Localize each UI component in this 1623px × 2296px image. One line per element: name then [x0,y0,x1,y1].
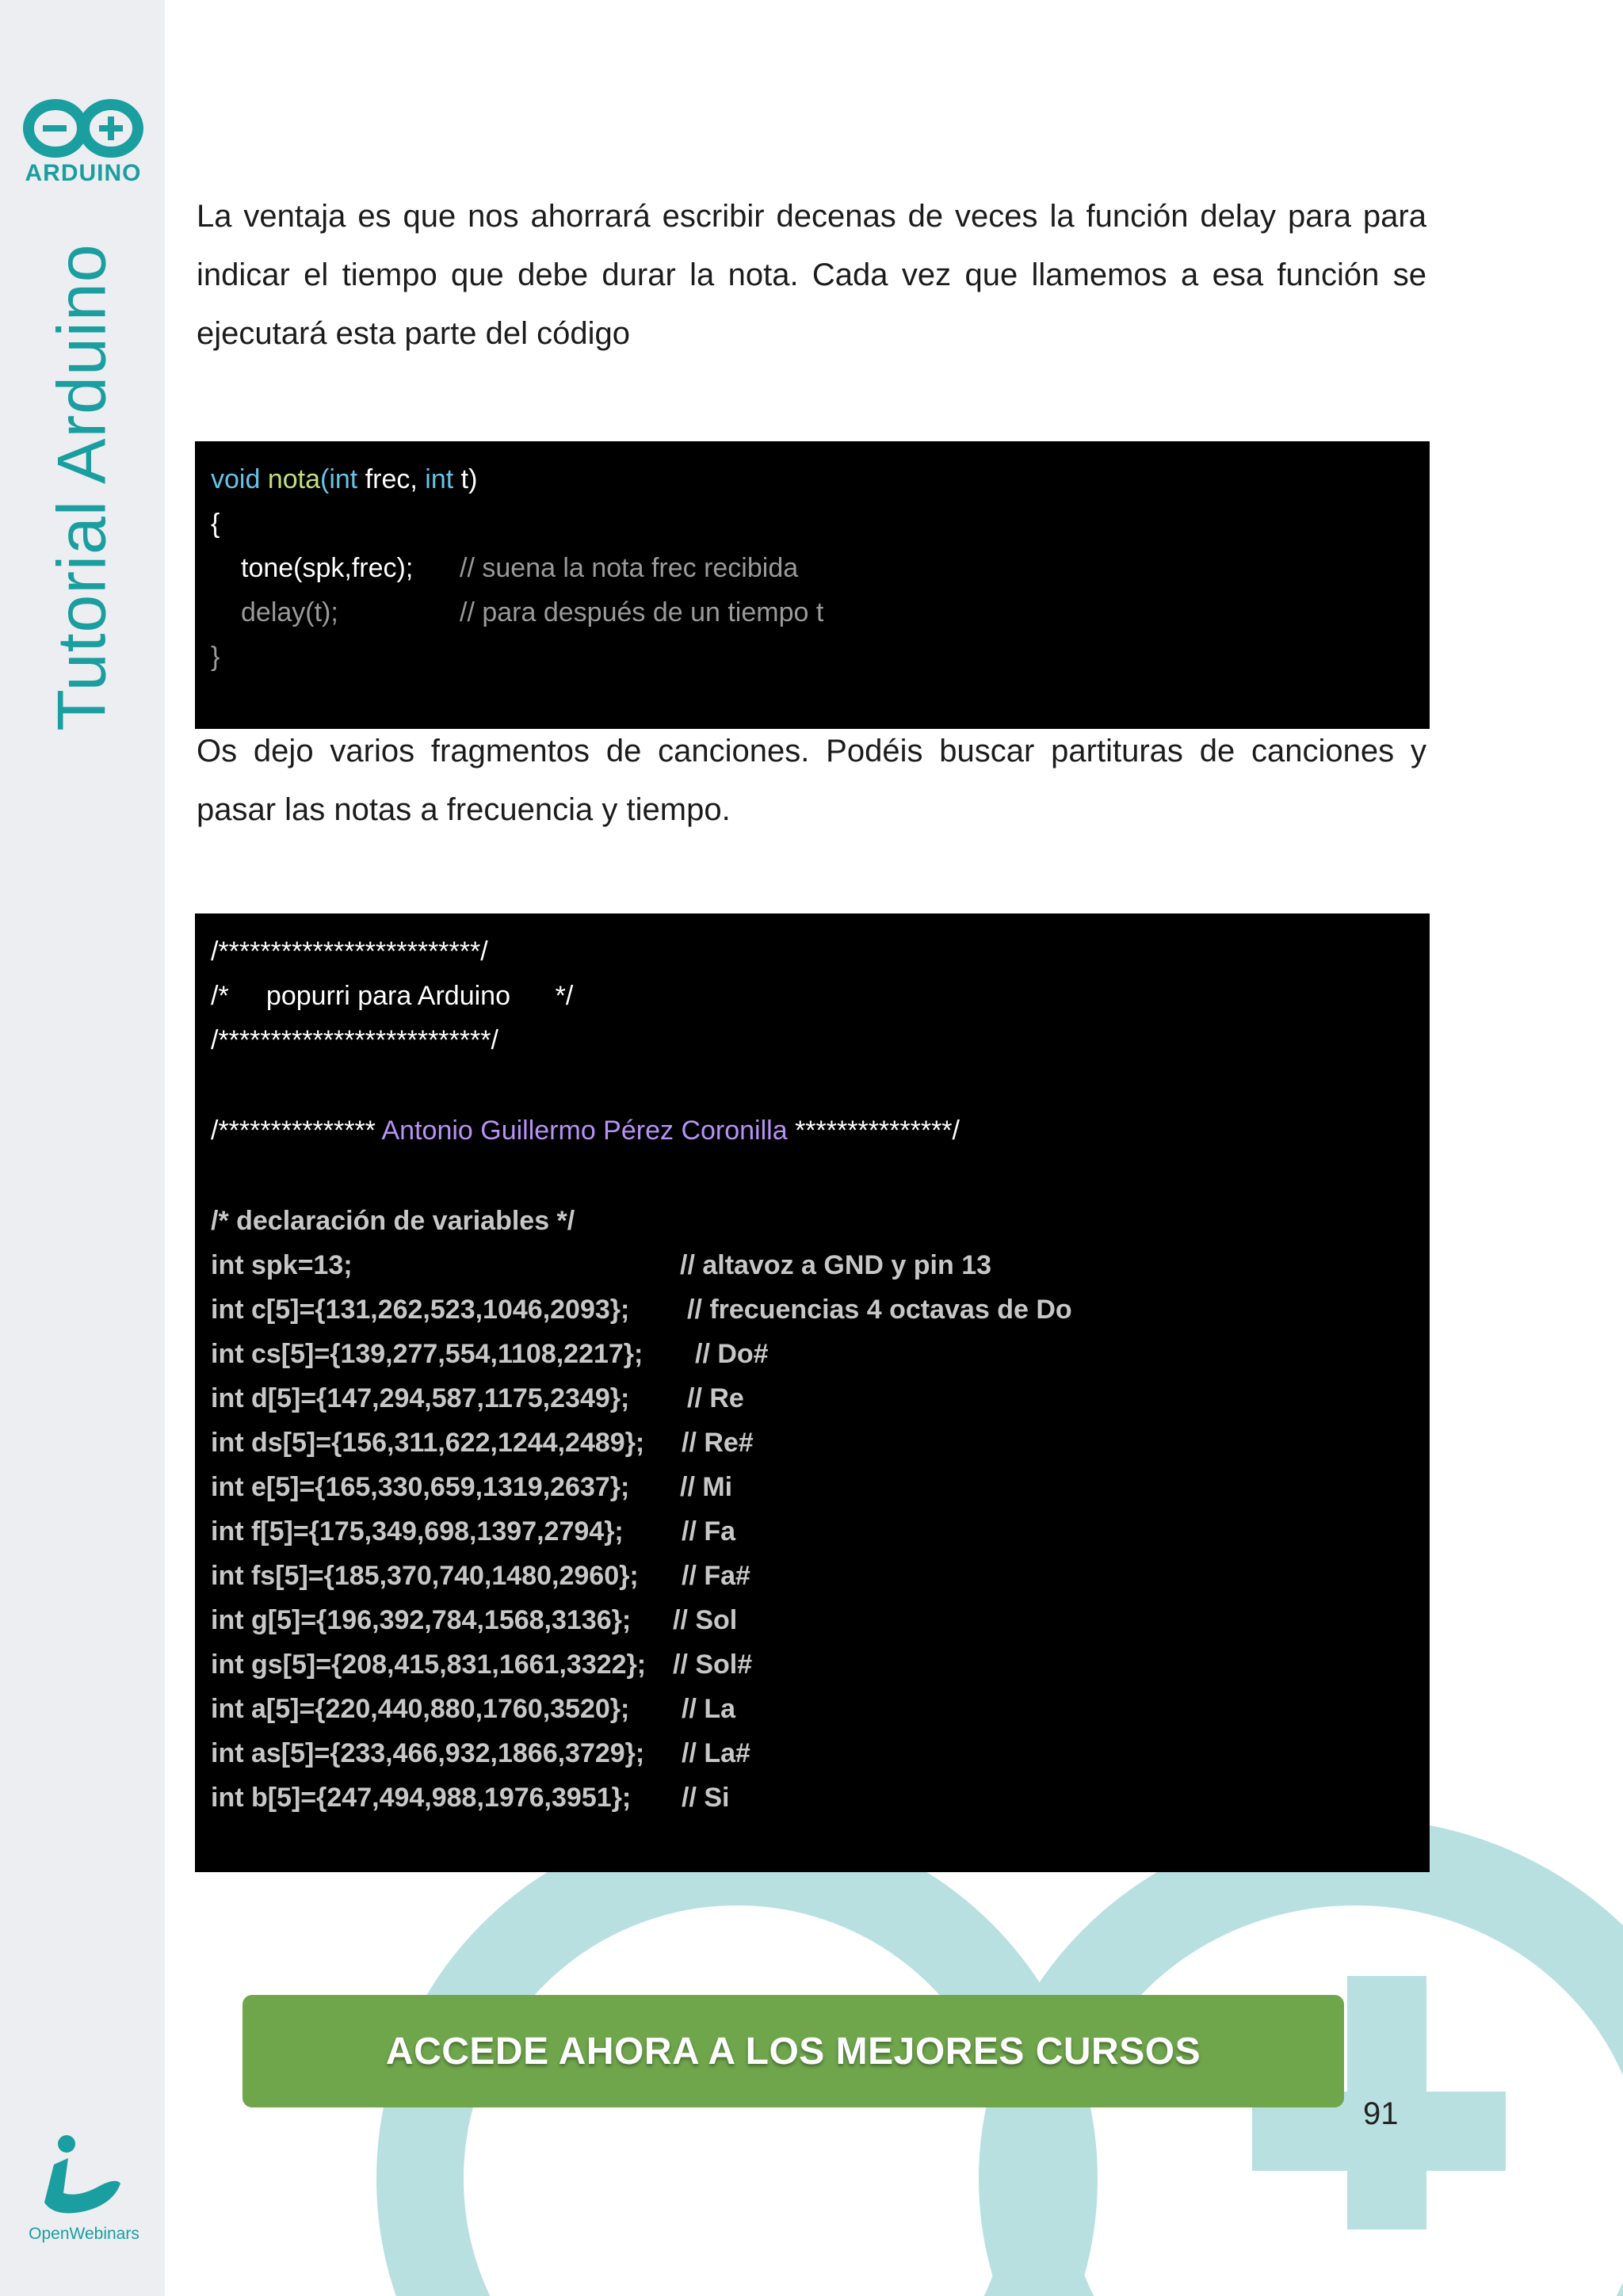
code-token: int [329,464,358,494]
code-line: } [211,642,220,672]
code-token: frec, [357,464,426,494]
variable-line [211,1642,1414,1687]
code-blank-line [211,1153,1414,1199]
variable-line [211,1376,1414,1421]
code-comment: // suena la nota frec recibida [460,553,799,583]
arduino-infinity-icon [19,97,147,192]
variable-code: int cs[5]={139,277,554,1108,2217}; [211,1339,643,1369]
variable-line [211,1687,1414,1731]
variable-comment: // Re [687,1383,744,1413]
variable-code: int ds[5]={156,311,622,1244,2489}; [211,1428,645,1458]
openwebinars-icon [22,2131,146,2248]
code-token: delay(t); [241,597,338,627]
code-block-popurri [195,913,1430,1872]
code-line: /**************************/ [211,1025,498,1055]
variable-line [211,1332,1414,1376]
code-token: ***************/ [787,1116,960,1146]
author-name: Antonio Guillermo Pérez Coronilla [381,1116,788,1146]
variable-line [211,1243,1414,1287]
code-line [211,457,1414,502]
variable-code: int fs[5]={185,370,740,1480,2960}; [211,1561,639,1591]
openwebinars-logo-text: OpenWebinars [29,2225,139,2243]
code-blank-line [211,1062,1414,1108]
code-comment: // para después de un tiempo t [460,597,824,627]
variable-line [211,1775,1414,1820]
variable-comment: // Re# [682,1428,754,1458]
openwebinars-logo [22,2131,146,2248]
code-line [211,1108,1414,1153]
variable-comment: // Fa# [682,1561,750,1591]
code-line [211,546,1414,590]
variable-code: int spk=13; [211,1250,353,1280]
variable-line [211,1421,1414,1465]
variable-line [211,1465,1414,1509]
code-token: int [425,464,454,494]
code-line [211,590,1414,635]
variable-code: int b[5]={247,494,988,1976,3951}; [211,1783,632,1813]
variable-code: int gs[5]={208,415,831,1661,3322}; [211,1650,647,1680]
code-line: /* popurri para Arduino */ [211,981,574,1011]
variable-code: int a[5]={220,440,880,1760,3520}; [211,1694,630,1724]
variable-comment: // Sol# [673,1650,753,1680]
sidebar-title: Tutorial Arduino [44,243,120,731]
body-paragraph-2: Os dejo varios fragmentos de canciones. Podéis buscar partituras de canciones y pasar las notas a frecuencia y tiempo. [197,734,1426,827]
code-block-nota [195,441,1430,729]
variable-code: int f[5]={175,349,698,1397,2794}; [211,1516,624,1547]
page-number: 91 [1363,2096,1399,2131]
variable-comment: // La [682,1694,736,1724]
variable-line [211,1509,1414,1554]
body-paragraph-1: La ventaja es que nos ahorrará escribir decenas de veces la función delay para para indicar el tiempo que debe durar la nota. Cada vez que llamemos a esa función se ejecutará esta parte del código [197,199,1426,351]
arduino-logo-text: ARDUINO [25,160,142,186]
variable-comment: // Mi [680,1472,733,1502]
variable-line [211,1731,1414,1775]
variable-comment: // La# [682,1738,750,1768]
variable-comment: // frecuencias 4 octavas de Do [687,1295,1072,1325]
code-line: { [211,509,220,539]
variable-line [211,1554,1414,1598]
cta-button-label: ACCEDE AHORA A LOS MEJORES CURSOS [385,2030,1201,2073]
code-token: ( [320,464,330,494]
code-token: t) [453,464,478,494]
variable-code: int c[5]={131,262,523,1046,2093}; [211,1295,630,1325]
code-token: nota [267,464,321,494]
variable-comment: // Si [682,1783,730,1813]
arduino-logo [19,97,147,192]
variable-comment: // Fa [682,1516,736,1547]
code-token: tone(spk,frec); [241,553,414,583]
variable-code: int as[5]={233,466,932,1866,3729}; [211,1738,645,1768]
variable-comment: // altavoz a GND y pin 13 [680,1250,992,1280]
variable-code: int g[5]={196,392,784,1568,3136}; [211,1605,632,1635]
code-line: /*************************/ [211,936,488,967]
code-token: void [211,464,261,494]
variable-code: int e[5]={165,330,659,1319,2637}; [211,1472,630,1502]
sidebar [0,0,165,2296]
variable-line [211,1287,1414,1332]
variable-code: int d[5]={147,294,587,1175,2349}; [211,1383,630,1413]
variable-comment: // Do# [695,1339,769,1369]
cta-button[interactable] [242,1995,1344,2107]
variable-line [211,1598,1414,1642]
variable-comment: // Sol [673,1605,738,1635]
code-line: /* declaración de variables */ [211,1206,575,1236]
code-token: /*************** [211,1116,382,1146]
